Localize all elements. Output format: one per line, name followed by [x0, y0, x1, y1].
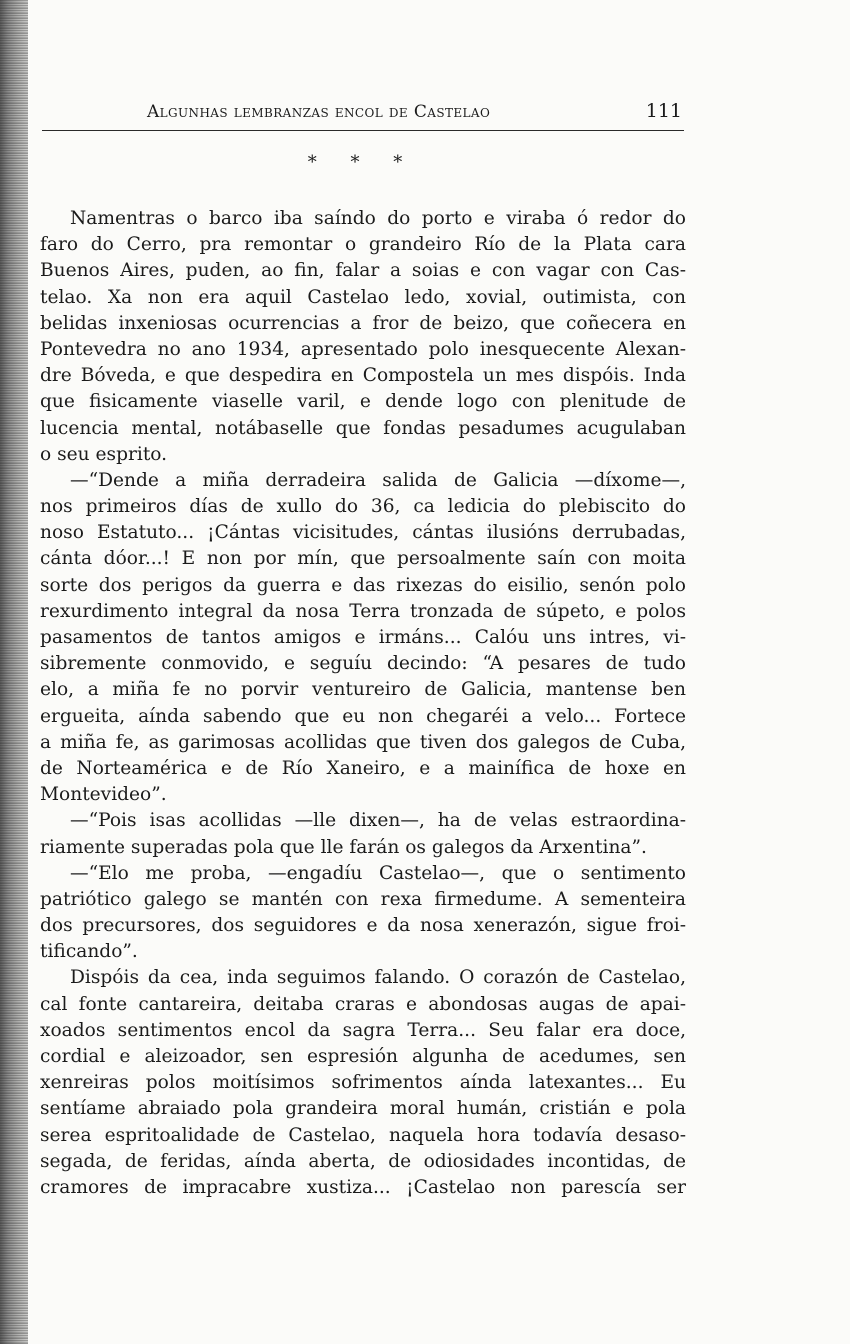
text-line: —“Dende a miña derradeira salida de Galicia —díxome—,	[70, 469, 686, 491]
text-line: faro do Cerro, pra remontar o grandeiro Río de la Plata cara	[40, 234, 686, 256]
text-line: o seu esprito.	[40, 443, 168, 465]
text-line: cal fonte cantareira, deitaba craras e abondosas augas de apai-	[40, 993, 686, 1015]
text-line: de Norteamérica e de Río Xaneiro, e a mainífica de hoxe en	[40, 757, 686, 779]
text-line: —“Pois isas acollidas —lle dixen—, ha de velas estraordina-	[70, 810, 686, 832]
text-line: segada, de feridas, aínda aberta, de odiosidades incontidas, de	[40, 1150, 686, 1172]
text-line: Dispóis da cea, inda seguimos falando. O corazón de Castelao,	[70, 967, 686, 989]
text-line: patriótico galego se mantén con rexa firmedume. A sementeira	[40, 888, 686, 910]
text-line: pasamentos de tantos amigos e irmáns... Calóu uns intres, vi-	[40, 627, 686, 648]
text-line: xenreiras polos moitísimos sofrimentos aínda latexantes... Eu	[40, 1072, 686, 1094]
text-line: dre Bóveda, e que despedira en Compostela un mes dispóis. Inda	[40, 365, 686, 387]
text-line: ergueita, aínda sabendo que eu non chegaréi a velo... Fortece	[40, 705, 686, 727]
text-line: telao. Xa non era aquil Castelao ledo, xovial, outimista, con	[40, 286, 686, 308]
body-text	[40, 206, 686, 1201]
text-line: —“Elo me proba, —engadíu Castelao—, que o sentimento	[70, 862, 686, 884]
text-line: a miña fe, as garimosas acollidas que tiven dos galegos de Cuba,	[40, 731, 686, 753]
running-title: Algunhas lembranzas encol de Castelao	[147, 102, 491, 122]
text-line: cánta dóor...! E non por mín, que persoalmente saín con moita	[40, 548, 686, 570]
text-line: sentíame abraiado pola grandeira moral humán, cristián e pola	[40, 1098, 686, 1120]
text-line: Pontevedra no ano 1934, apresentado polo inesquecente Alexan-	[40, 338, 686, 360]
text-line: sorte dos perigos da guerra e das rixezas do eisilio, senón polo	[40, 574, 686, 596]
text-line: lucencia mental, notábaselle que fondas pesadumes acugulaban	[40, 417, 686, 439]
text-line: que fisicamente viaselle varil, e dende logo con plenitude de	[40, 391, 686, 413]
text-line: sibremente conmovido, e seguíu decindo: “A pesares de tudo	[40, 653, 686, 675]
text-line: cramores de impracabre xustiza... ¡Castelao non parescía ser	[40, 1176, 686, 1198]
text-line: tificando”.	[40, 941, 138, 963]
text-line: Buenos Aires, puden, ao fin, falar a soias e con vagar con Cas-	[40, 260, 686, 282]
text-line: rexurdimento integral da nosa Terra tronzada de súpeto, e polos	[40, 600, 686, 622]
text-line: belidas inxeniosas ocurrencias a fror de beizo, que coñecera en	[40, 312, 686, 334]
text-line: cordial e aleizoador, sen espresión algunha de acedumes, sen	[40, 1046, 686, 1067]
text-line: Namentras o barco iba saíndo do porto e viraba ó redor do	[70, 208, 686, 229]
text-line: xoados sentimentos encol da sagra Terra... Seu falar era doce,	[40, 1019, 686, 1041]
text-line: elo, a miña fe no porvir ventureiro de Galicia, mantense ben	[40, 679, 686, 701]
text-line: dos precursores, dos seguidores e da nosa xenerazón, sigue froi-	[40, 915, 686, 937]
text-line: nos primeiros días de xullo do 36, ca ledicia do plebiscito do	[40, 496, 686, 518]
section-separator: * * *	[307, 152, 417, 173]
page-binding-edge	[0, 0, 28, 1344]
text-line: serea espritoalidade de Castelao, naquela hora todavía desaso-	[40, 1124, 686, 1146]
text-line: riamente superadas pola que lle farán os galegos da Arxentina”.	[40, 836, 647, 858]
text-line: Montevideo”.	[40, 784, 167, 806]
page-number: 111	[645, 100, 682, 122]
running-header	[42, 100, 684, 131]
text-line: noso Estatuto... ¡Cántas vicisitudes, cántas ilusións derrubadas,	[40, 522, 686, 544]
